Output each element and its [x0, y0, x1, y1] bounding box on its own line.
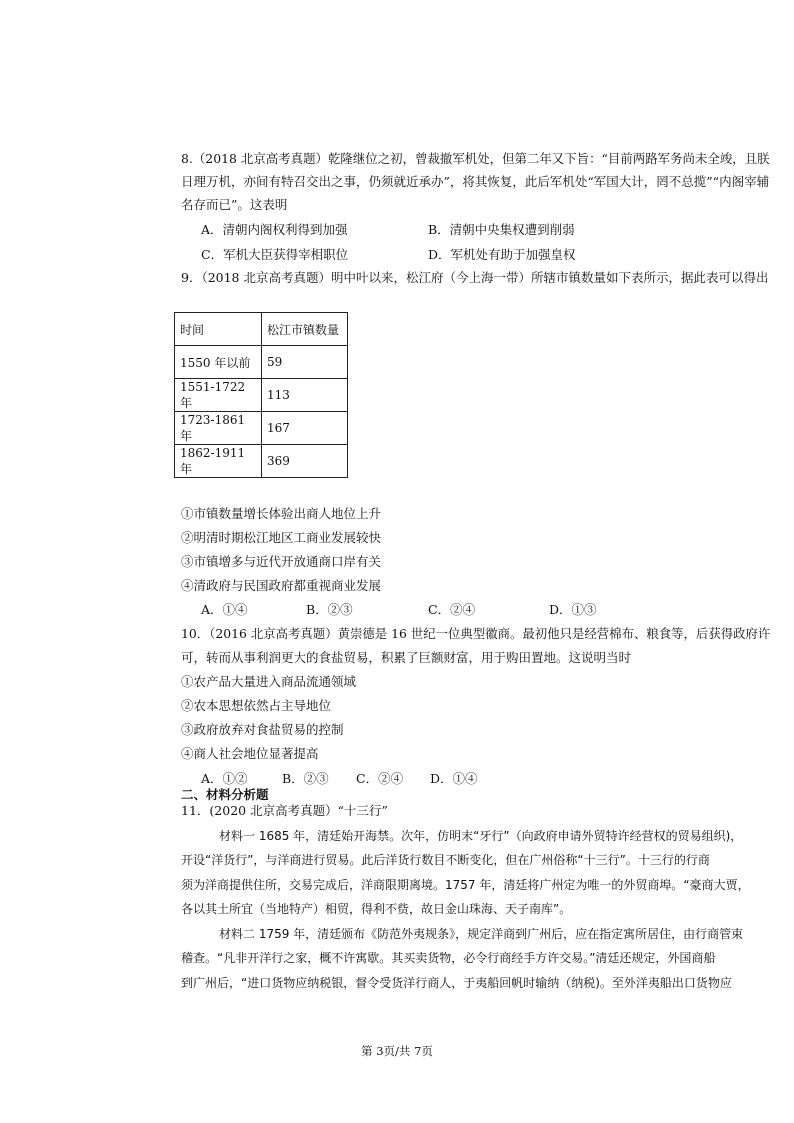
table-cell: 1550 年以前 — [175, 346, 262, 379]
q10-option-d: D．①④ — [430, 771, 478, 786]
q8-option-b: B．清朝中央集权遭到削弱 — [428, 222, 575, 237]
material-2-line-2: 稽查。“凡非开洋行之家，概不许寓歇。其买卖货物，必令行商经手方许交易。”清廷还规定，外国商船 — [181, 951, 716, 965]
q10-option-b: B．②③ — [282, 771, 329, 786]
table-cell: 1862-1911 年 — [175, 445, 262, 478]
q8-option-c: C．军机大臣获得宰相职位 — [201, 247, 349, 262]
table-row — [175, 346, 348, 379]
table-cell: 1551-1722 年 — [175, 379, 262, 412]
q10-option-c: C．②④ — [356, 771, 404, 786]
q9-option-b: B．②③ — [306, 602, 353, 617]
material-2-line-1: 材料二 1759 年，清廷颁布《防范外夷规条》，规定洋商到广州后，应在指定寓所居住，由行商管束 — [219, 927, 744, 941]
q10-statement-4: ④商人社会地位显著提高 — [181, 746, 319, 761]
q10-option-a: A．①② — [201, 771, 248, 786]
q8-stem-line-1: 8.（2018 北京高考真题）乾隆继位之初，曾裁撤军机处，但第二年又下旨：“目前两路军务尚未全竣，且朕 — [181, 151, 770, 166]
table-cell: 167 — [262, 412, 348, 445]
q9-option-d: D．①③ — [549, 602, 597, 617]
material-1-line-3: 须为洋商提供住所，交易完成后，洋商限期离境。1757 年，清廷将广州定为唯一的外贸商埠。“豪商大贾， — [181, 878, 750, 892]
q9-statement-4: ④清政府与民国政府都重视商业发展 — [181, 578, 382, 593]
table-row — [175, 412, 348, 445]
table-cell: 59 — [262, 346, 348, 379]
table-cell: 113 — [262, 379, 348, 412]
material-2-line-3: 到广州后，“进口货物应纳税银，督令受货洋行商人，于夷船回帆时输纳（纳税)。至外洋夷船出口货物应 — [181, 976, 732, 990]
table-row — [175, 445, 348, 478]
q10-stem-line-2: 可，转而从事利润更大的食盐贸易，积累了巨额财富，用于购田置地。这说明当时 — [181, 650, 632, 665]
q10-stem-line-1: 10．（2016 北京高考真题）黄崇德是 16 世纪一位典型徽商。最初他只是经营棉布、粮食等，后获得政府许 — [181, 626, 771, 641]
table-header-row — [175, 313, 348, 346]
q9-stem-line-1: 9．（2018 北京高考真题）明中叶以来，松江府（今上海一带）所辖市镇数量如下表所示，据此表可以得出 — [181, 270, 769, 285]
q11-title: 11．(2020 北京高考真题）“十三行” — [181, 803, 388, 818]
q9-option-c: C．②④ — [428, 602, 476, 617]
q9-statement-1: ①市镇数量增长体验出商人地位上升 — [181, 506, 382, 521]
q8-stem-line-2: 日理万机，亦间有特召交出之事，仍须就近承办”，将其恢复，此后军机处“军国大计，罔不总揽”“内阁宰辅 — [181, 174, 770, 189]
section-heading: 二、材料分析题 — [181, 787, 269, 802]
material-1-line-2: 开设“洋货行”，与洋商进行贸易。此后洋货行数目不断变化，但在广州俗称“十三行”。十三行的行商 — [181, 853, 710, 867]
q10-statement-1: ①农产品大量进入商品流通领域 — [181, 674, 357, 689]
page-number: 第 3页/共 7页 — [361, 1044, 433, 1058]
q9-statement-2: ②明清时期松江地区工商业发展较快 — [181, 530, 382, 545]
material-1-line-1: 材料一 1685 年，清廷始开海禁。次年，仿明末“牙行”（向政府申请外贸特许经营权的贸易组织)， — [219, 829, 743, 843]
table-row — [175, 379, 348, 412]
market-towns-table — [174, 312, 348, 478]
material-1-line-4: 各以其土所宜（当地特产）相贸，得利不赀，故日金山珠海、天子南库”。 — [181, 902, 572, 916]
q8-stem-line-3: 名存而已”。这表明 — [181, 197, 288, 212]
table-header-cell: 松江市镇数量 — [262, 313, 348, 346]
q10-statement-3: ③政府放弃对食盐贸易的控制 — [181, 722, 344, 737]
table-cell: 1723-1861 年 — [175, 412, 262, 445]
q9-statement-3: ③市镇增多与近代开放通商口岸有关 — [181, 554, 382, 569]
q8-option-d: D．军机处有助于加强皇权 — [428, 247, 576, 262]
table-cell: 369 — [262, 445, 348, 478]
q10-statement-2: ②农本思想依然占主导地位 — [181, 698, 332, 713]
q9-option-a: A．①④ — [201, 602, 248, 617]
table-header-cell: 时间 — [175, 313, 262, 346]
q8-option-a: A．清朝内阁权利得到加强 — [201, 222, 348, 237]
